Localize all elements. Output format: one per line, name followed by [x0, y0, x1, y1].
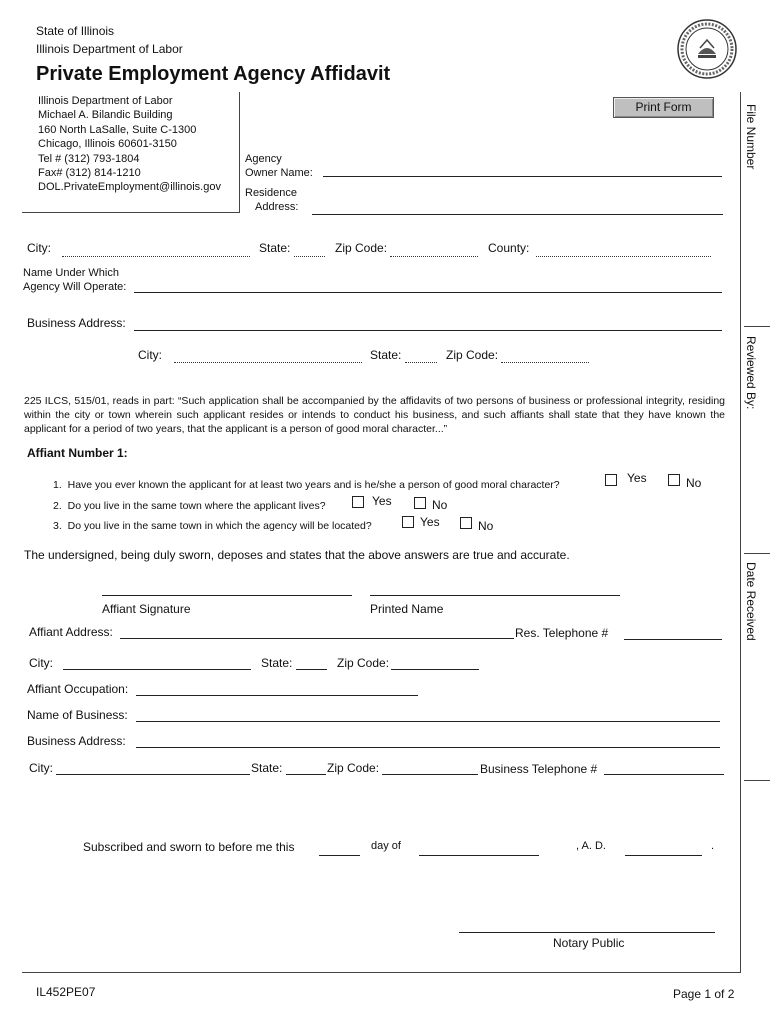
- affiant-business-city-label: City:: [29, 761, 53, 775]
- form-id: IL452PE07: [36, 985, 96, 999]
- side-rule: [744, 326, 770, 327]
- affiant-business-address-field[interactable]: [136, 747, 720, 748]
- business-address-field[interactable]: [134, 330, 722, 331]
- business-name-label: Name of Business:: [27, 708, 128, 722]
- residence-label-line: Address:: [255, 201, 299, 213]
- affiant-business-state-field[interactable]: [286, 774, 326, 775]
- page-title: Private Employment Agency Affidavit: [36, 63, 391, 85]
- owner-label-line: Agency: [245, 153, 282, 165]
- page-number: Page 1 of 2: [673, 987, 735, 1001]
- print-form-button[interactable]: Print Form: [613, 97, 714, 118]
- residence-address-field[interactable]: [312, 214, 723, 215]
- question-number: 1.: [53, 479, 62, 491]
- city-field[interactable]: [62, 256, 250, 257]
- q2-yes-label: Yes: [372, 494, 392, 508]
- business-telephone-label: Business Telephone #: [480, 762, 598, 776]
- affiant-business-state-label: State:: [251, 761, 283, 775]
- residence-label-line: Residence: [245, 187, 297, 199]
- q1-yes-label: Yes: [627, 471, 647, 485]
- state-field[interactable]: [294, 256, 325, 257]
- operating-name-label: [23, 266, 126, 294]
- operating-name-line: Name Under Which: [23, 267, 119, 279]
- address-line: Michael A. Bilandic Building: [38, 109, 173, 122]
- month-field[interactable]: [419, 855, 539, 856]
- affiant-business-zip-field[interactable]: [382, 774, 478, 775]
- address-line: DOL.PrivateEmployment@illinois.gov: [38, 181, 221, 194]
- owner-name-field[interactable]: [323, 176, 722, 177]
- question-1: [53, 479, 560, 491]
- county-label: County:: [488, 241, 530, 255]
- q1-no-label: No: [686, 476, 702, 490]
- reviewed-by-label: Reviewed By:: [744, 336, 758, 410]
- question-2: [53, 500, 326, 512]
- res-telephone-field[interactable]: [624, 639, 722, 640]
- notary-public-label: Notary Public: [553, 936, 625, 950]
- affiant-address-label: Affiant Address:: [29, 625, 113, 639]
- printed-name-label: Printed Name: [370, 602, 444, 616]
- question-text: Do you live in the same town in which the agency will be located?: [67, 520, 372, 532]
- state-label: State:: [259, 241, 291, 255]
- date-received-label: Date Received: [744, 562, 758, 641]
- address-line: Chicago, Illinois 60601-3150: [38, 138, 177, 151]
- printed-name-field[interactable]: [370, 595, 620, 596]
- q2-yes-checkbox[interactable]: [352, 496, 364, 508]
- state-seal-icon: [676, 18, 738, 80]
- subscribed-label: Subscribed and sworn to before me this: [83, 840, 295, 854]
- zip-field[interactable]: [390, 256, 478, 257]
- q3-yes-label: Yes: [420, 515, 440, 529]
- business-city-label: City:: [138, 348, 162, 362]
- res-telephone-label: Res. Telephone #: [515, 626, 609, 640]
- q1-no-checkbox[interactable]: [668, 474, 680, 486]
- affiant-business-zip-label: Zip Code:: [327, 761, 380, 775]
- period-mark: .: [711, 840, 715, 852]
- affiant-zip-field[interactable]: [391, 669, 479, 670]
- operating-name-line: Agency Will Operate:: [23, 281, 127, 293]
- affiant-signature-field[interactable]: [102, 595, 352, 596]
- notary-signature-field[interactable]: [459, 932, 715, 933]
- affiant-business-city-field[interactable]: [56, 774, 250, 775]
- business-state-field[interactable]: [405, 362, 437, 363]
- year-field[interactable]: [625, 855, 702, 856]
- county-field[interactable]: [536, 256, 711, 257]
- business-telephone-field[interactable]: [604, 774, 724, 775]
- q2-no-checkbox[interactable]: [414, 497, 426, 509]
- footer-rule: [22, 972, 741, 973]
- affiant-state-label: State:: [261, 656, 293, 670]
- sworn-statement: The undersigned, being duly sworn, deposes and states that the above answers are true and accurate.: [24, 548, 570, 562]
- address-line: Tel # (312) 793-1804: [38, 152, 140, 165]
- q1-yes-checkbox[interactable]: [605, 474, 617, 486]
- question-number: 3.: [53, 520, 62, 532]
- residence-address-label: [245, 186, 298, 214]
- affiant-state-field[interactable]: [296, 669, 327, 670]
- affiant-address-field[interactable]: [120, 638, 514, 639]
- address-line: Fax# (312) 814-1210: [38, 167, 141, 180]
- address-line: 160 North LaSalle, Suite C-1300: [38, 123, 197, 136]
- side-rule: [744, 553, 770, 554]
- business-zip-label: Zip Code:: [446, 348, 499, 362]
- affiant-signature-label: Affiant Signature: [102, 602, 191, 616]
- question-text: Have you ever known the applicant for at least two years and is he/she a person of good moral character?: [67, 479, 560, 491]
- affiant-city-field[interactable]: [63, 669, 251, 670]
- address-line: Illinois Department of Labor: [38, 95, 173, 107]
- file-number-label: File Number: [744, 104, 758, 170]
- business-address-label: Business Address:: [27, 316, 126, 330]
- department-name: Illinois Department of Labor: [36, 42, 183, 56]
- question-number: 2.: [53, 500, 62, 512]
- business-state-label: State:: [370, 348, 402, 362]
- day-field[interactable]: [319, 855, 360, 856]
- occupation-label: Affiant Occupation:: [27, 682, 129, 696]
- side-rule: [744, 780, 770, 781]
- affiant-zip-label: Zip Code:: [337, 656, 390, 670]
- ad-label: , A. D.: [576, 840, 606, 852]
- side-divider: [740, 92, 741, 972]
- day-of-label: day of: [371, 840, 401, 852]
- zip-label: Zip Code:: [335, 241, 388, 255]
- affiant-heading: Affiant Number 1:: [27, 446, 128, 460]
- business-city-field[interactable]: [174, 362, 362, 363]
- operating-name-field[interactable]: [134, 292, 722, 293]
- occupation-field[interactable]: [136, 695, 418, 696]
- statute-paragraph: 225 ILCS, 515/01, reads in part: “Such application shall be accompanied by the affidavits of two persons of business or professional integrity, residing within the city or town wherein such applicant resides or intends to conduct his business, and such affiants shall state that they have known the applicant for a period of two years, that the applicant is a person of good moral character...”: [24, 395, 725, 435]
- affiant-city-label: City:: [29, 656, 53, 670]
- q3-no-checkbox[interactable]: [460, 517, 472, 529]
- state-name: State of Illinois: [36, 24, 115, 38]
- affiant-business-address-label: Business Address:: [27, 734, 126, 748]
- address-block: [38, 94, 221, 195]
- q2-no-label: No: [432, 498, 448, 512]
- question-text: Do you live in the same town where the applicant lives?: [67, 500, 326, 512]
- business-zip-field[interactable]: [501, 362, 589, 363]
- owner-name-label: [245, 152, 313, 180]
- owner-label-line: Owner Name:: [245, 167, 313, 179]
- city-label: City:: [27, 241, 51, 255]
- q3-yes-checkbox[interactable]: [402, 516, 414, 528]
- q3-no-label: No: [478, 519, 494, 533]
- business-name-field[interactable]: [136, 721, 720, 722]
- question-3: [53, 520, 372, 532]
